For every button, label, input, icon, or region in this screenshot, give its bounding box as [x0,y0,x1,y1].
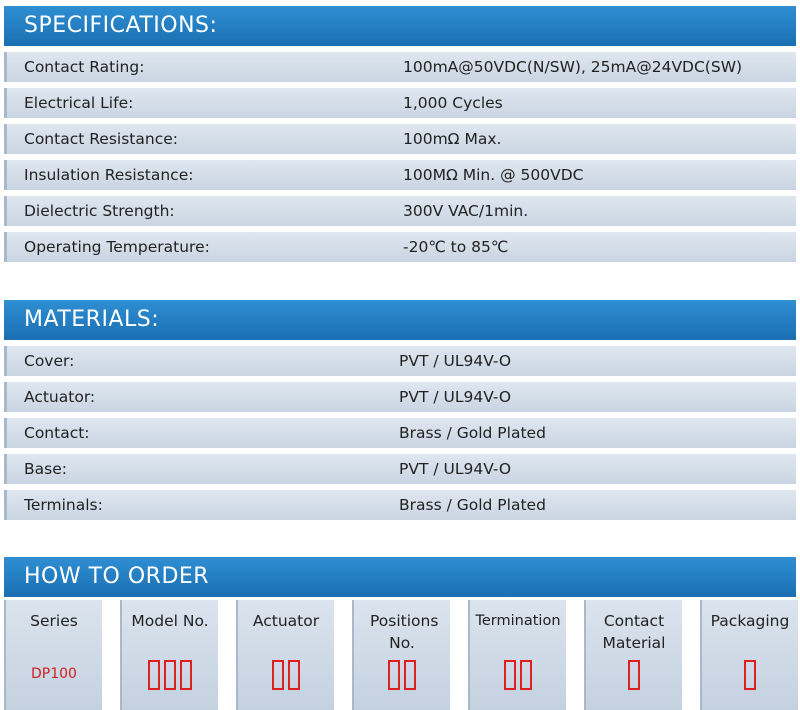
material-label: Actuator: [24,388,96,406]
code-placeholder-marks [238,660,334,690]
material-row [4,382,796,412]
material-label: Cover: [24,352,75,370]
series-code: DP100 [31,666,77,682]
code-placeholder-box [180,660,192,690]
code-placeholder-box [148,660,160,690]
order-box-title: Model No. [131,612,209,630]
order-box-title: Series [30,612,78,630]
code-placeholder-box [288,660,300,690]
code-placeholder-box [504,660,516,690]
spec-row [4,160,796,190]
specifications-header: SPECIFICATIONS: [4,6,796,46]
order-box-contact-material [584,600,682,710]
spec-label: Contact Resistance: [24,130,178,148]
spec-label: Dielectric Strength: [24,202,175,220]
spec-value: 1,000 Cycles [403,94,503,112]
material-label: Terminals: [24,496,103,514]
material-label: Contact: [24,424,90,442]
material-row [4,454,796,484]
material-row [4,418,796,448]
code-placeholder-box [744,660,756,690]
specifications-section [4,6,796,262]
order-box-positions-no [352,600,450,710]
spec-value: 300V VAC/1min. [403,202,529,220]
code-placeholder-marks [586,660,682,690]
code-placeholder-box [272,660,284,690]
material-value: Brass / Gold Plated [399,424,546,442]
code-placeholder-box [404,660,416,690]
how-to-order-section [4,557,796,597]
order-box-termination [468,600,566,710]
order-box-packaging [700,600,798,710]
order-code-boxes [4,600,796,710]
material-value: PVT / UL94V-O [399,352,512,370]
order-box-title: Termination [475,613,561,629]
spec-value: -20℃ to 85℃ [403,238,509,256]
material-value: PVT / UL94V-O [399,388,512,406]
material-value: PVT / UL94V-O [399,460,512,478]
order-box-title: Positions No. [370,612,439,652]
code-placeholder-box [520,660,532,690]
order-box-model-no [120,600,218,710]
material-row [4,490,796,520]
order-box-actuator [236,600,334,710]
spec-label: Contact Rating: [24,58,145,76]
code-placeholder-box [628,660,640,690]
spec-row [4,124,796,154]
material-label: Base: [24,460,67,478]
spec-value: 100mA@50VDC(N/SW), 25mA@24VDC(SW) [403,58,743,76]
spec-row [4,232,796,262]
materials-header: MATERIALS: [4,300,796,340]
spec-label: Electrical Life: [24,94,134,112]
spec-row [4,52,796,82]
spec-value: 100MΩ Min. @ 500VDC [403,166,584,184]
spec-label: Insulation Resistance: [24,166,194,184]
code-placeholder-marks [122,660,218,690]
spec-row [4,196,796,226]
spec-value: 100mΩ Max. [403,130,502,148]
spec-row [4,88,796,118]
code-placeholder-box [164,660,176,690]
how-to-order-header: HOW TO ORDER [4,557,796,597]
order-box-title: Packaging [710,612,790,630]
spec-label: Operating Temperature: [24,238,210,256]
code-placeholder-marks [354,660,450,690]
order-box-series [4,600,102,710]
code-placeholder-box [388,660,400,690]
materials-section [4,300,796,520]
code-placeholder-marks [702,660,798,690]
code-placeholder-marks [470,660,566,690]
order-box-title: Contact Material [602,612,666,652]
order-box-title: Actuator [252,612,320,630]
material-row [4,346,796,376]
material-value: Brass / Gold Plated [399,496,546,514]
